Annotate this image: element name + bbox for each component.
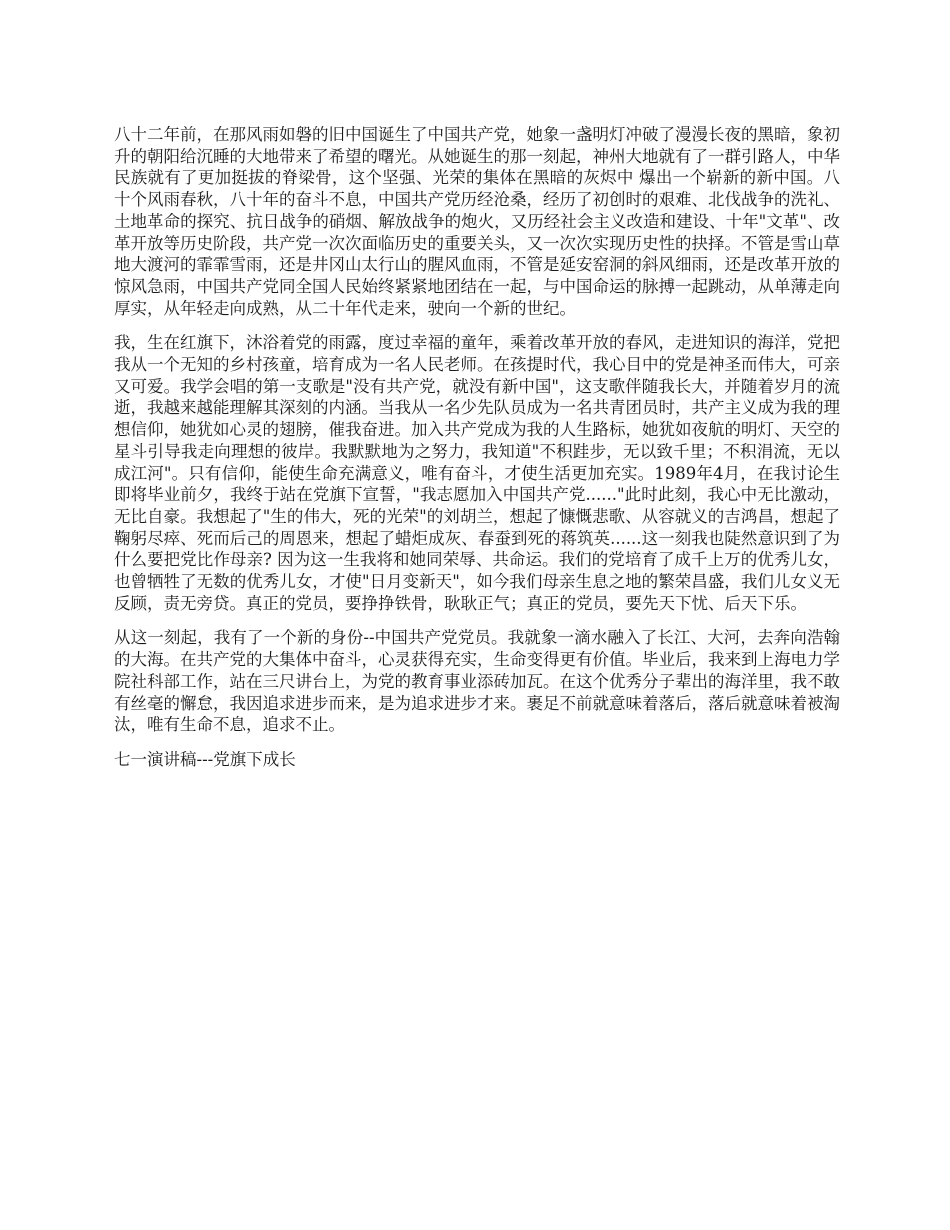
document-body [114,124,840,784]
paragraph-membership: 从这一刻起，我有了一个新的身份--中国共产党党员。我就象一滴水融入了长江、大河，去奔向浩翰的大海。在共产党的大集体中奋斗，心灵获得充实，生命变得更有价值。毕业后，我来到上海电力学院社科部工作，站在三尺讲台上，为党的教育事业添砖加瓦。在这个优秀分子辈出的海洋里，我不敢有丝毫的懈怠，我因追求进步而来，是为追求进步才来。裹足不前就意味着落后，落后就意味着被淘汰，唯有生命不息，追求不止。 [114,628,840,735]
paragraph-intro: 八十二年前，在那风雨如磐的旧中国诞生了中国共产党，她象一盏明灯冲破了漫漫长夜的黑暗，象初升的朝阳给沉睡的大地带来了希望的曙光。从她诞生的那一刻起，神州大地就有了一群引路人，中华民族就有了更加挺拔的脊梁骨，这个坚强、光荣的集体在黑暗的灰烬中 爆出一个崭新的新中国。八十个风雨春秋，八十年的奋斗不息，中国共产党历经沧桑，经历了初创时的艰难、北伐战争的洗礼、土地革命的探究、抗日战争的硝烟、解放战争的炮火，又历经社会主义改造和建设、十年"文革"、改革开放等历史阶段，共产党一次次面临历史的重要关头，又一次次实现历史性的抉择。不管是雪山草地大渡河的霏霏雪雨，还是井冈山太行山的腥风血雨，不管是延安窑洞的斜风细雨，还是改革开放的惊风急雨，中国共产党同全国人民始终紧紧地团结在一起，与中国命运的脉搏一起跳动，从单薄走向厚实，从年轻走向成熟，从二十年代走来，驶向一个新的世纪。 [114,125,840,318]
paragraph-personal: 我，生在红旗下，沐浴着党的雨露，度过幸福的童年，乘着改革开放的春风，走进知识的海洋，党把我从一个无知的乡村孩童，培育成为一名人民老师。在孩提时代，我心目中的党是神圣而伟大，可亲又可爱。我学会唱的第一支歌是"没有共产党，就没有新中国"，这支歌伴随我长大，并随着岁月的流逝，我越来越能理解其深刻的内涵。当我从一名少先队员成为一名共青团员时，共产主义成为我的理想信仰，她犹如心灵的翅膀，催我奋进。加入共产党成为我的人生路标，她犹如夜航的明灯、天空的星斗引导我走向理想的彼岸。我默默地为之努力，我知道"不积跬步，无以致千里；不积涓流，无以成江河"。只有信仰，能使生命充满意义，唯有奋斗，才使生活更加充实。1989年4月，在我讨论生即将毕业前夕，我终于站在党旗下宣誓，"我志愿加入中国共产党......"此时此刻，我心中无比激动，无比自豪。我想起了"生的伟大，死的光荣"的刘胡兰，想起了慷慨悲歌、从容就义的吉鸿昌，想起了鞠躬尽瘁、死而后己的周恩来，想起了蜡炬成灰、春蚕到死的蒋筑英......这一刻我也陡然意识到了为什么要把党比作母亲? 因为这一生我将和她同荣辱、共命运。我们的党培育了成千上万的优秀儿女，也曾牺牲了无数的优秀儿女，才使"日月变新天"，如今我们母亲生息之地的繁荣昌盛，我们儿女义无反顾，责无旁贷。真正的党员，要挣挣铁骨，耿耿正气；真正的党员，要先天下忧、后天下乐。 [114,333,840,613]
document-title: 七一演讲稿---党旗下成长 [114,749,296,769]
